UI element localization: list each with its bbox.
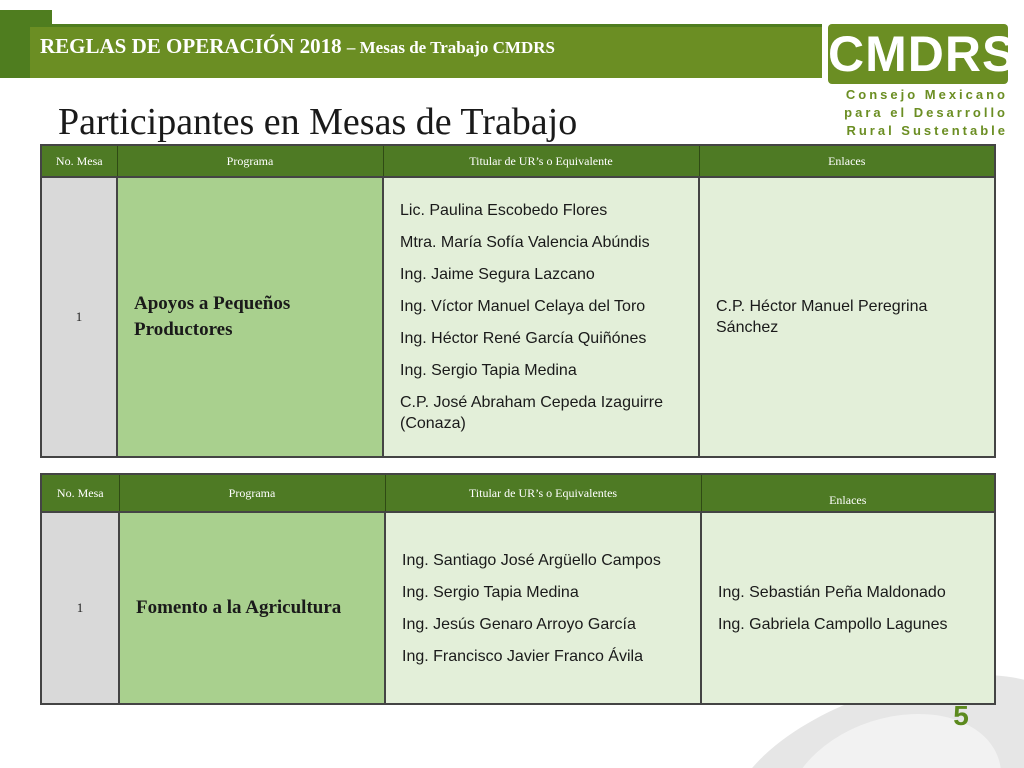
titular-item: Ing. Sergio Tapia Medina <box>400 362 577 379</box>
col-header-programa: Programa <box>119 474 385 512</box>
header-title-sub: – Mesas de Trabajo CMDRS <box>346 38 555 57</box>
enlace-item: Ing. Gabriela Campollo Lagunes <box>718 615 948 633</box>
logo-line-2: para el Desarrollo <box>844 105 1008 120</box>
titular-item: Mtra. María Sofía Valencia Abúndis <box>400 234 650 251</box>
col-header-no-mesa: No. Mesa <box>41 474 119 512</box>
col-header-enlaces: Enlaces <box>701 474 995 512</box>
table-header-row <box>41 145 995 177</box>
titular-item: Ing. Víctor Manuel Celaya del Toro <box>400 298 646 315</box>
page-number: 5 <box>953 700 969 731</box>
col-header-no-mesa: No. Mesa <box>41 145 117 177</box>
table-header-row <box>41 474 995 512</box>
titular-item: Ing. Jesús Genaro Arroyo García <box>402 615 636 633</box>
page-title: Participantes en Mesas de Trabajo <box>58 101 578 143</box>
titular-item: C.P. José Abraham Cepeda Izaguirre (Conaza) <box>400 394 663 432</box>
mesa-table-2 <box>40 473 996 705</box>
titular-item: Ing. Jaime Segura Lazcano <box>400 266 595 283</box>
cmdrs-logo <box>822 24 1017 139</box>
logo-line-3: Rural Sustentable <box>846 123 1008 138</box>
enlaces-list <box>718 582 978 635</box>
mesa-number: 1 <box>41 512 119 704</box>
logo-word: CMDRS <box>828 26 1017 82</box>
header-title-main: REGLAS DE OPERACIÓN 2018 <box>40 34 342 58</box>
table-row <box>41 177 995 457</box>
col-header-titular: Titular de UR’s o Equivalentes <box>385 474 701 512</box>
header-title <box>40 34 555 59</box>
titulares-list <box>402 550 688 667</box>
col-header-enlaces: Enlaces <box>699 145 995 177</box>
mesa-table-1 <box>40 144 996 458</box>
programa-name: Apoyos a Pequeños Productores <box>117 177 383 457</box>
enlace-item: C.P. Héctor Manuel Peregrina Sánchez <box>716 298 928 336</box>
programa-name: Fomento a la Agricultura <box>119 512 385 704</box>
enlace-item: Ing. Sebastián Peña Maldonado <box>718 583 946 601</box>
titular-item: Ing. Francisco Javier Franco Ávila <box>402 647 643 665</box>
titular-item: Ing. Santiago José Argüello Campos <box>402 551 661 569</box>
enlaces-list <box>716 296 978 338</box>
titulares-list <box>400 200 686 434</box>
col-header-titular: Titular de UR’s o Equivalente <box>383 145 699 177</box>
titular-item: Ing. Sergio Tapia Medina <box>402 583 579 601</box>
titular-item: Ing. Héctor René García Quiñónes <box>400 330 647 347</box>
col-header-programa: Programa <box>117 145 383 177</box>
logo-line-1: Consejo Mexicano <box>845 87 1008 102</box>
mesa-number: 1 <box>41 177 117 457</box>
table-row <box>41 512 995 704</box>
titular-item: Lic. Paulina Escobedo Flores <box>400 202 608 219</box>
